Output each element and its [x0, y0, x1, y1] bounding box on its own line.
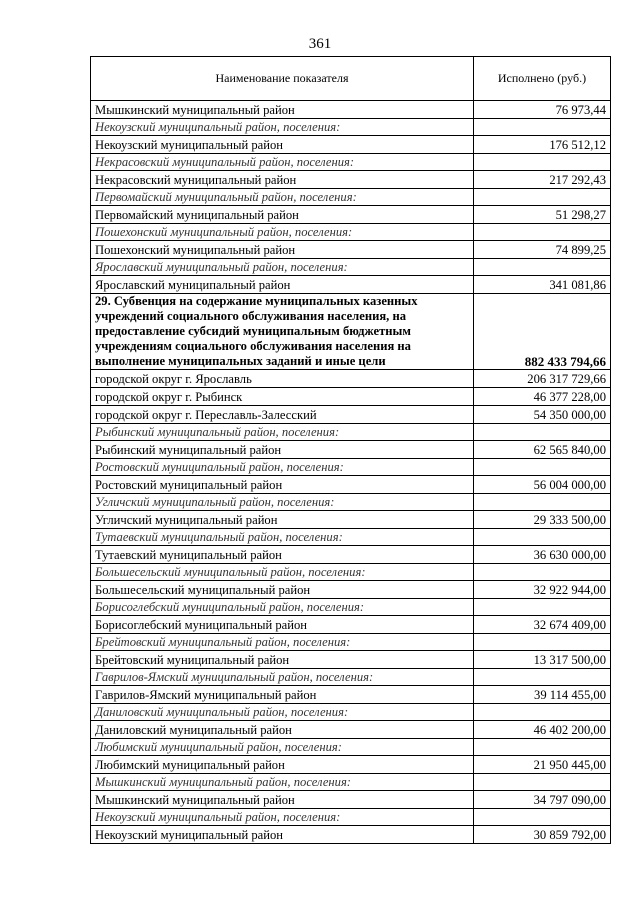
table-group-header-row	[91, 119, 611, 136]
table-row	[91, 370, 611, 388]
table-row	[91, 206, 611, 224]
row-value	[474, 809, 611, 826]
table-row	[91, 616, 611, 634]
row-value: 30 859 792,00	[474, 826, 611, 844]
row-name: Брейтовский муниципальный район, поселения:	[91, 634, 474, 651]
row-name: Пошехонский муниципальный район	[91, 241, 474, 259]
table-row	[91, 476, 611, 494]
row-name: Ярославский муниципальный район	[91, 276, 474, 294]
row-name: 29. Субвенция на содержание муниципальных казенных учреждений социального обслуживания населения, на предоставление субсидий муниципальным бюджетным учреждениям социального обслуживания населения на выполнение муниципальных заданий и иные цели	[91, 294, 474, 370]
row-value: 32 674 409,00	[474, 616, 611, 634]
row-name: Мышкинский муниципальный район, поселения:	[91, 774, 474, 791]
row-value: 56 004 000,00	[474, 476, 611, 494]
row-name: Борисоглебский муниципальный район, поселения:	[91, 599, 474, 616]
row-name: Гаврилов-Ямский муниципальный район, поселения:	[91, 669, 474, 686]
header-executed-amount: Исполнено (руб.)	[474, 57, 611, 101]
table-row	[91, 581, 611, 599]
row-value: 39 114 455,00	[474, 686, 611, 704]
table-row	[91, 276, 611, 294]
table-group-header-row	[91, 669, 611, 686]
row-value: 341 081,86	[474, 276, 611, 294]
row-name: Большесельский муниципальный район, поселения:	[91, 564, 474, 581]
row-name: Тутаевский муниципальный район, поселения:	[91, 529, 474, 546]
row-value	[474, 189, 611, 206]
table-group-header-row	[91, 494, 611, 511]
row-name: Тутаевский муниципальный район	[91, 546, 474, 564]
table-group-header-row	[91, 809, 611, 826]
table-row	[91, 101, 611, 119]
row-value: 13 317 500,00	[474, 651, 611, 669]
row-name: Угличский муниципальный район, поселения:	[91, 494, 474, 511]
table-row	[91, 441, 611, 459]
row-value: 76 973,44	[474, 101, 611, 119]
table-group-header-row	[91, 774, 611, 791]
table-row	[91, 686, 611, 704]
row-value	[474, 634, 611, 651]
table-row	[91, 406, 611, 424]
table-group-header-row	[91, 424, 611, 441]
row-value	[474, 119, 611, 136]
row-value	[474, 739, 611, 756]
row-name: Большесельский муниципальный район	[91, 581, 474, 599]
row-name: Гаврилов-Ямский муниципальный район	[91, 686, 474, 704]
row-name: Некоузский муниципальный район	[91, 826, 474, 844]
row-name: Любимский муниципальный район	[91, 756, 474, 774]
table-row	[91, 546, 611, 564]
budget-table	[90, 56, 611, 844]
table-row	[91, 756, 611, 774]
row-name: Некоузский муниципальный район	[91, 136, 474, 154]
table-group-header-row	[91, 154, 611, 171]
row-name: Любимский муниципальный район, поселения:	[91, 739, 474, 756]
row-name: Первомайский муниципальный район	[91, 206, 474, 224]
table-group-header-row	[91, 459, 611, 476]
table-group-header-row	[91, 529, 611, 546]
row-name: Угличский муниципальный район	[91, 511, 474, 529]
row-name: Некрасовский муниципальный район	[91, 171, 474, 189]
row-value	[474, 224, 611, 241]
row-value	[474, 154, 611, 171]
row-value: 29 333 500,00	[474, 511, 611, 529]
table-header-row	[91, 57, 611, 101]
row-name: Даниловский муниципальный район, поселения:	[91, 704, 474, 721]
row-name: Даниловский муниципальный район	[91, 721, 474, 739]
row-value	[474, 564, 611, 581]
table-row	[91, 511, 611, 529]
row-name: Брейтовский муниципальный район	[91, 651, 474, 669]
row-value	[474, 774, 611, 791]
table-group-header-row	[91, 189, 611, 206]
row-value	[474, 459, 611, 476]
row-value	[474, 704, 611, 721]
row-name: Мышкинский муниципальный район	[91, 101, 474, 119]
row-name: городской округ г. Рыбинск	[91, 388, 474, 406]
table-body	[91, 101, 611, 844]
row-value: 32 922 944,00	[474, 581, 611, 599]
row-value: 176 512,12	[474, 136, 611, 154]
table-row	[91, 171, 611, 189]
table-row	[91, 136, 611, 154]
table-row	[91, 826, 611, 844]
row-value	[474, 599, 611, 616]
table-group-header-row	[91, 704, 611, 721]
row-value	[474, 259, 611, 276]
row-value: 46 402 200,00	[474, 721, 611, 739]
table-group-header-row	[91, 224, 611, 241]
row-name: Ярославский муниципальный район, поселения:	[91, 259, 474, 276]
row-value: 46 377 228,00	[474, 388, 611, 406]
table-group-header-row	[91, 564, 611, 581]
table-group-header-row	[91, 739, 611, 756]
table-row	[91, 791, 611, 809]
row-name: Первомайский муниципальный район, поселения:	[91, 189, 474, 206]
row-name: Пошехонский муниципальный район, поселения:	[91, 224, 474, 241]
table-row	[91, 388, 611, 406]
row-value: 206 317 729,66	[474, 370, 611, 388]
row-value	[474, 494, 611, 511]
row-name: городской округ г. Переславль-Залесский	[91, 406, 474, 424]
row-value: 217 292,43	[474, 171, 611, 189]
header-indicator-name: Наименование показателя	[91, 57, 474, 101]
row-value: 62 565 840,00	[474, 441, 611, 459]
table-row	[91, 241, 611, 259]
row-value: 51 298,27	[474, 206, 611, 224]
row-name: Некрасовский муниципальный район, поселения:	[91, 154, 474, 171]
row-name: городской округ г. Ярославль	[91, 370, 474, 388]
row-value: 882 433 794,66	[474, 294, 611, 370]
page-number: 361	[308, 36, 332, 52]
row-value: 21 950 445,00	[474, 756, 611, 774]
row-name: Мышкинский муниципальный район	[91, 791, 474, 809]
table-row	[91, 721, 611, 739]
row-name: Рыбинский муниципальный район, поселения:	[91, 424, 474, 441]
table-group-header-row	[91, 599, 611, 616]
row-value: 74 899,25	[474, 241, 611, 259]
row-name: Борисоглебский муниципальный район	[91, 616, 474, 634]
row-value	[474, 669, 611, 686]
row-name: Ростовский муниципальный район	[91, 476, 474, 494]
row-name: Рыбинский муниципальный район	[91, 441, 474, 459]
table-group-header-row	[91, 634, 611, 651]
row-value: 36 630 000,00	[474, 546, 611, 564]
row-value	[474, 424, 611, 441]
row-value: 54 350 000,00	[474, 406, 611, 424]
row-name: Ростовский муниципальный район, поселения:	[91, 459, 474, 476]
table-section-row	[91, 294, 611, 370]
row-value	[474, 529, 611, 546]
table-row	[91, 651, 611, 669]
row-name: Некоузский муниципальный район, поселения:	[91, 809, 474, 826]
row-value: 34 797 090,00	[474, 791, 611, 809]
row-name: Некоузский муниципальный район, поселения:	[91, 119, 474, 136]
table-group-header-row	[91, 259, 611, 276]
